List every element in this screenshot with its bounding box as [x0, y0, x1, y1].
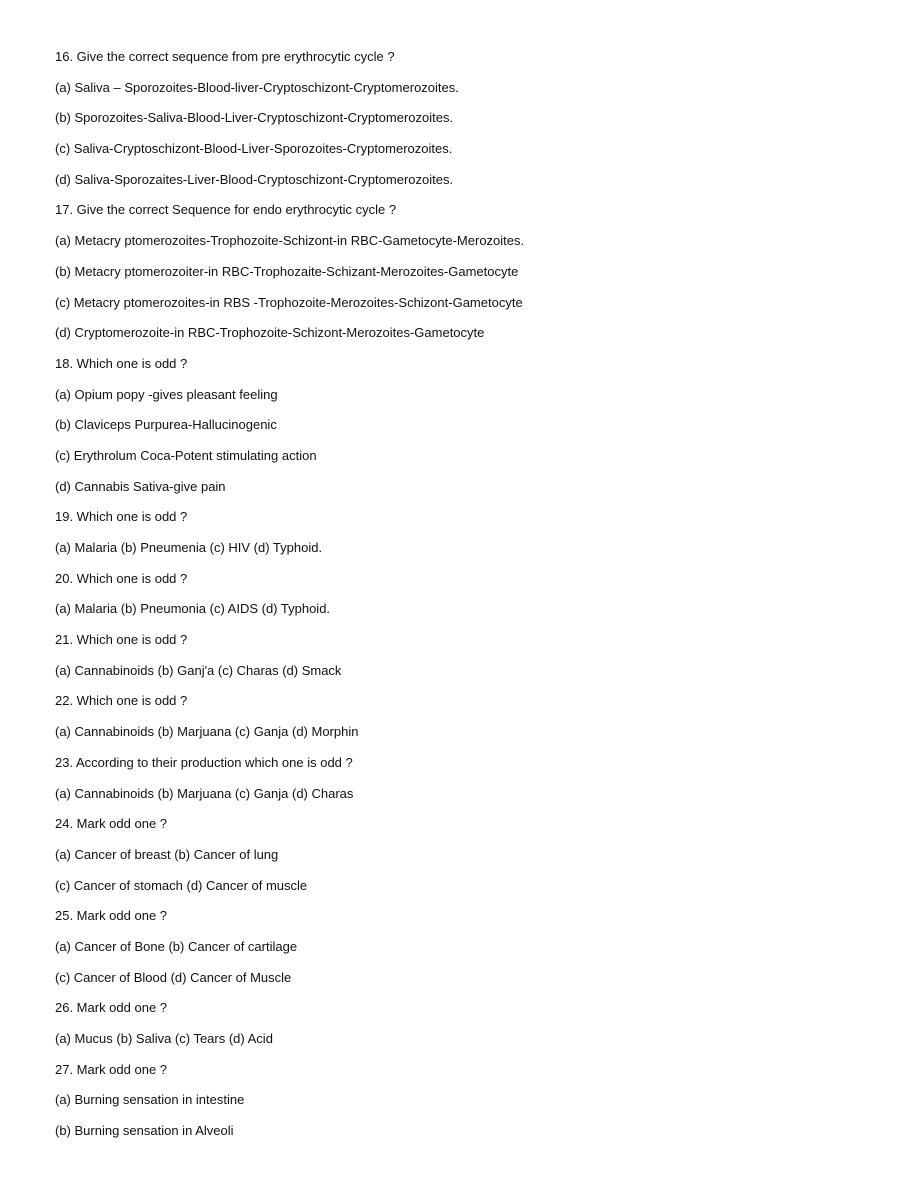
q17-option-c: (c) Metacry ptomerozoites-in RBS -Trophozoite-Merozoites-Schizont-Gametocyte: [55, 294, 523, 310]
q16-option-a: (a) Saliva – Sporozoites-Blood-liver-Cryptoschizont-Cryptomerozoites.: [55, 79, 459, 95]
q25-options-cd: (c) Cancer of Blood (d) Cancer of Muscle: [55, 969, 292, 985]
q19-options: (a) Malaria (b) Pneumenia (c) HIV (d) Typhoid.: [55, 540, 323, 555]
q16-option-d: (d) Saliva-Sporozaites-Liver-Blood-Cryptoschizont-Cryptomerozoites.: [55, 171, 454, 187]
q21-options: (a) Cannabinoids (b) Ganj'a (c) Charas (d) Smack: [55, 662, 342, 678]
question-16: 16. Give the correct sequence from pre erythrocytic cycle ?: [55, 49, 395, 64]
question-19: 19. Which one is odd ?: [55, 509, 188, 525]
q18-option-d: (d) Cannabis Sativa-give pain: [55, 478, 226, 494]
q17-option-b: (b) Metacry ptomerozoiter-in RBC-Trophozaite-Schizant-Merozoites-Gametocyte: [55, 263, 519, 279]
question-23: 23. According to their production which one is odd ?: [55, 754, 353, 770]
q25-options-ab: (a) Cancer of Bone (b) Cancer of cartilage: [55, 938, 298, 954]
q17-option-a: (a) Metacry ptomerozoites-Trophozoite-Schizont-in RBC-Gametocyte-Merozoites.: [55, 233, 525, 249]
q27-option-a: (a) Burning sensation in intestine: [55, 1092, 245, 1108]
question-21: 21. Which one is odd ?: [55, 632, 188, 648]
question-24: 24. Mark odd one ?: [55, 816, 168, 832]
question-25: 25. Mark odd one ?: [55, 908, 168, 924]
q16-option-c: (c) Saliva-Cryptoschizont-Blood-Liver-Sporozoites-Cryptomerozoites.: [55, 141, 453, 157]
question-22: 22. Which one is odd ?: [55, 693, 188, 709]
q18-option-a: (a) Opium popy -gives pleasant feeling: [55, 386, 278, 402]
q23-options: (a) Cannabinoids (b) Marjuana (c) Ganja (d) Charas: [55, 785, 354, 801]
q27-option-b: (b) Burning sensation in Alveoli: [55, 1123, 234, 1139]
question-26: 26. Mark odd one ?: [55, 1000, 168, 1016]
question-18: 18. Which one is odd ?: [55, 355, 188, 371]
question-20: 20. Which one is odd ?: [55, 570, 188, 586]
question-17: 17. Give the correct Sequence for endo erythrocytic cycle ?: [55, 202, 397, 218]
q22-options: (a) Cannabinoids (b) Marjuana (c) Ganja (d) Morphin: [55, 724, 359, 740]
q24-options-cd: (c) Cancer of stomach (d) Cancer of muscle: [55, 877, 308, 893]
question-27: 27. Mark odd one ?: [55, 1061, 168, 1077]
q20-options: (a) Malaria (b) Pneumonia (c) AIDS (d) Typhoid.: [55, 601, 331, 617]
q18-option-b: (b) Claviceps Purpurea-Hallucinogenic: [55, 417, 277, 433]
q16-option-b: (b) Sporozoites-Saliva-Blood-Liver-Cryptoschizont-Cryptomerozoites.: [55, 110, 454, 126]
q24-options-ab: (a) Cancer of breast (b) Cancer of lung: [55, 846, 279, 862]
q18-option-c: (c) Erythrolum Coca-Potent stimulating action: [55, 447, 317, 463]
q17-option-d: (d) Cryptomerozoite-in RBC-Trophozoite-Schizont-Merozoites-Gametocyte: [55, 325, 485, 341]
document-page: [55, 47, 875, 1152]
q26-options: (a) Mucus (b) Saliva (c) Tears (d) Acid: [55, 1031, 273, 1046]
